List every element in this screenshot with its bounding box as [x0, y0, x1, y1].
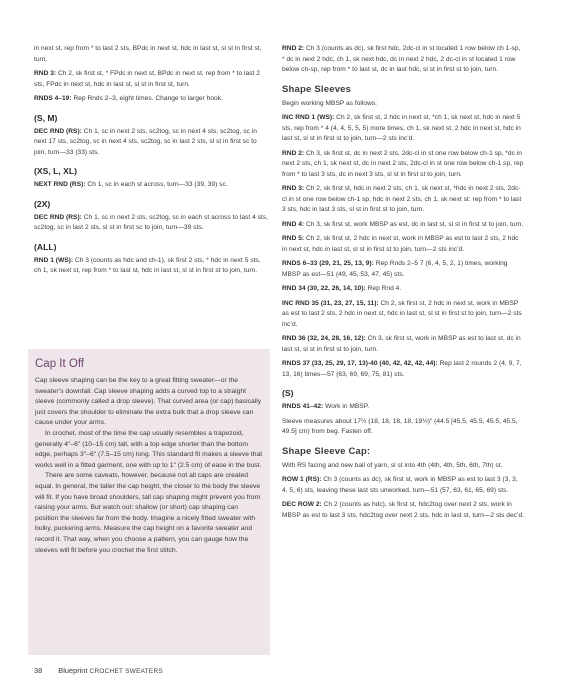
instruction-label: RNDS 4–19:: [34, 95, 72, 102]
instruction-label: RND 2:: [282, 45, 305, 52]
instruction-label: RNDS 41–42:: [282, 403, 324, 410]
instruction-text: Ch 3, sk first st, work in MBSP as est to last st, dc in last st, sl st in first st to join, turn.: [282, 335, 521, 353]
instruction-text: With RS facing and new ball of yarn, sl st into 4th (4th, 4th, 5th, 6th, 7th) st.: [282, 461, 503, 469]
instruction-label: NEXT RND (RS):: [34, 181, 86, 188]
pattern-instruction: [282, 334, 524, 355]
sidebar-paragraph: In crochet, most of the time the cap usually resembles a trapezoid, generally 4"–6" (10–15 cm) tall, with a top edge shorter than the bottom edge, perhaps 3"–6" (7.5–15 cm) long. This standard fit makes a sleeve that works well in a fitted garment, one with up to 1" (2.5 cm) of ease in the bust.: [35, 429, 263, 469]
instruction-text: Ch 2, sk first st, hdc in next 2 sts, ch 1, sk next st, *hdc in next 2 sts, 2dc-cl in st one row below ch-1 sp, hdc in next 2 sts, ch 1, sk next st: rep from * to last 3 sts, hdc in last 3 sts, sl st in first st to join, turn.: [282, 185, 522, 213]
pattern-instruction: [282, 359, 524, 380]
instruction-label: RNDS 37 (33, 25, 29, 17, 13)-40 (40, 42, 42, 42, 44):: [282, 360, 438, 367]
pattern-instruction: [34, 127, 268, 159]
page-footer: [34, 666, 163, 675]
pattern-instruction: [282, 220, 524, 231]
instruction-text: in next st, rep from * to last 2 sts, BPdc in next st, hdc in last st, sl st in first st, turn.: [34, 45, 262, 63]
page-number: 38: [34, 666, 43, 675]
instruction-label: RND 3:: [34, 70, 57, 77]
pattern-instruction: [282, 99, 524, 110]
size-heading: (XS, L, XL): [34, 166, 77, 176]
pattern-instruction: [282, 500, 524, 521]
instruction-label: ROW 1 (RS):: [282, 476, 322, 483]
instruction-label: RNDS 6–33 (29, 21, 25, 13, 9):: [282, 260, 374, 267]
pattern-instruction: [34, 180, 268, 191]
right-column: [282, 44, 524, 525]
pattern-instruction: [282, 44, 524, 76]
pattern-instruction: [282, 461, 524, 472]
instruction-text: Ch 2, sk first st, 2 hdc in next st, work in MBSP as est to last 2 sts, 2 hdc in next st, hdc in last st, sl st in first st to join, turn—2 sts inc’d.: [282, 235, 519, 253]
instruction-label: RND 4:: [282, 220, 305, 228]
instruction-label: RND 36 (32, 24, 28, 16, 12):: [282, 335, 366, 342]
instruction-text: Ch 3 (counts as hdc and ch-1), sk first 2 sts, * hdc in next 5 sts, ch 1, sk next st, rep from * to last st, hdc in last st, sl st in first st to join, turn.: [34, 256, 261, 274]
instruction-text: Ch 3 (counts as dc), sk first hdc, 2dc-cl in st located 1 row below ch 1-sp, * dc in next 2 hdc, ch 1, sk next hdc, dc in next 2 hdc, 2 dc-cl in st located 1 row below ch-sp, rep from * to last st, dc in last hdc, sl st in first st to join, turn.: [282, 45, 521, 73]
instruction-label: RND 34 (30, 22, 26, 14, 10):: [282, 285, 366, 292]
pattern-instruction: [282, 259, 524, 280]
section-heading: Shape Sleeve Cap:: [282, 445, 371, 457]
instruction-text: Ch 3, sk first st, work MBSP as est, dc in last st, sl st in first st to join, turn.: [304, 220, 524, 228]
sidebar-paragraph: There are some caveats, however, because not all caps are created equal. In general, the taller the cap height, the closer to the body the sleeve will fit. If you have broad shoulders, tall cap shaping might prevent you from raising your arms. But watch out: shallow (or short) cap shaping can position the sleeves far from the body. Imagine a nicely fitted sweater with bulky, puckering arms. Measure the cap height on a favorite sweater and record it. That way, when you choose a pattern, you can gauge how the sleeves will fit before you crochet the first stitch.: [35, 472, 261, 554]
pattern-instruction: [282, 475, 524, 496]
instruction-text: Begin working MBSP as follows:: [282, 99, 378, 107]
instruction-label: RND 1 (WS):: [34, 256, 74, 264]
instruction-text: Sleeve measures about 17½ (18, 18, 18, 18, 19½)" (44.5 [45.5, 45.5, 45.5, 45.5, 49.5] cm) from beg. Fasten off.: [282, 417, 518, 435]
instruction-label: RND 3:: [282, 185, 305, 192]
sidebar-paragraph: Cap sleeve shaping can be the key to a great fitting sweater—or the sweater’s downfall. Cap sleeve shaping adds a curved top to a straight sleeve (commonly called a drop sleeve). That curved area (or cap) basically just covers the shoulder to eliminate the extra bulk that a drop sleeve can cause under your arms.: [35, 377, 262, 427]
instruction-text: Ch 2, sk first st, 2 hdc in next st, *ch 1, sk next st, hdc in next 5 sts, rep from * 4 (4, 4, 5, 5, 5) more times, ch 1, sk next st, 2 hdc in next st, hdc in last st, sl st in first st to join, turn—2 sts inc’d.: [282, 114, 521, 142]
pattern-instruction: [282, 184, 524, 216]
instruction-text: Ch 1, sc in each st across, turn—33 (39, 39) sc.: [85, 181, 228, 188]
pattern-instruction: [34, 213, 268, 234]
pattern-instruction: [282, 234, 524, 255]
instruction-label: INC RND 1 (WS):: [282, 114, 335, 121]
cap-it-off-sidebar: [28, 349, 270, 655]
instruction-text: Rep last 2 rounds 2 (4, 9, 7, 13, 16) times—57 (63, 69, 69, 75, 81) sts.: [282, 360, 522, 378]
instruction-label: RND 5:: [282, 235, 305, 242]
instruction-label: DEC RND (RS):: [34, 213, 82, 221]
instruction-text: Rep Rnds 2–5 7 (6, 4, 5, 2, 1) times, working MBSP as est—51 (49, 45, 53, 47, 45) sts.: [282, 260, 508, 278]
instruction-text: Rep Rnd 4.: [365, 285, 402, 292]
pattern-instruction: [34, 256, 268, 277]
pattern-instruction: [282, 299, 524, 331]
left-column: [34, 44, 268, 281]
instruction-text: Ch 2, sk first st, 2 hdc in next st, work in MBSP as est to last 2 sts, 2 hdc in next st, hdc in last st, sl st in first st to join, turn—2 sts inc’d.: [282, 299, 522, 328]
pattern-instruction: [282, 402, 524, 413]
book-subtitle: CROCHET SWEATERS: [89, 668, 163, 675]
pattern-instruction: [34, 94, 268, 105]
instruction-text: Ch 2 (counts as hdc), sk first st, hdc2tog over next 2 sts, work in MBSP as est to last 3 sts, hdc2tog over next 2 sts, hdc in last st, turn—2 sts dec’d.: [282, 501, 524, 519]
instruction-text: Work in MBSP.: [323, 403, 370, 410]
pattern-instruction: [34, 44, 268, 65]
pattern-instruction: [282, 149, 524, 181]
instruction-text: Ch 1, sc in next 2 sts, sc2tog, sc in each st across to last 4 sts, sc2tog, sc in last 2 sts, sl st in first sc to join, turn—39 sts.: [34, 213, 268, 231]
instruction-text: Rep Rnds 2–3, eight times. Change to larger hook.: [71, 95, 223, 102]
instruction-text: Ch 3 (counts as dc), sk first st, work in MBSP as est to last 3 (3, 3, 4, 5, 6) sts, leaving these last sts unworked, turn—51 (57, 63, 61, 65, 69) sts.: [282, 476, 518, 494]
pattern-instruction: [282, 113, 524, 145]
instruction-label: DEC ROW 2:: [282, 501, 322, 508]
instruction-label: DEC RND (RS):: [34, 127, 82, 135]
section-heading: Shape Sleeves: [282, 83, 352, 95]
instruction-text: Ch 3, sk first st, dc in next 2 sts, 2dc-cl in st one row below ch-1 sp, *dc in next 2 sts, ch 1, sk next st, dc in next 2 sts, 2dc-cl in st one row below ch-1 sp, rep from * to last 3 sts, dc in next 3 sts, sl st in first st to join, turn.: [282, 149, 524, 178]
instruction-label: RND 2:: [282, 149, 305, 157]
size-heading: (S, M): [34, 112, 58, 123]
instruction-text: Ch 2, sk first st, * FPdc in next st, BPdc in next st, rep from * to last 2 sts, FPdc in next st, hdc in last st, sl st in first st, turn.: [34, 70, 260, 88]
book-title: Blueprint: [58, 666, 88, 675]
size-heading: (ALL): [34, 241, 57, 252]
sidebar-title: Cap It Off: [35, 358, 85, 370]
size-heading: (2X): [34, 198, 51, 209]
instruction-text: Ch 1, sc in next 2 sts, sc2tog, sc in next 4 sts, sc2tog, sc in next 17 sts, sc2tog, sc in next 4 sts, sc2tog, sc in last 2 sts, sl st in first sc to join, turn—33 (33) sts.: [34, 127, 257, 156]
size-heading: (S): [282, 388, 294, 398]
instruction-label: INC RND 35 (31, 23, 27, 15, 11):: [282, 299, 379, 307]
pattern-instruction: [34, 69, 268, 90]
pattern-instruction: [282, 284, 524, 295]
pattern-instruction: [282, 417, 524, 438]
